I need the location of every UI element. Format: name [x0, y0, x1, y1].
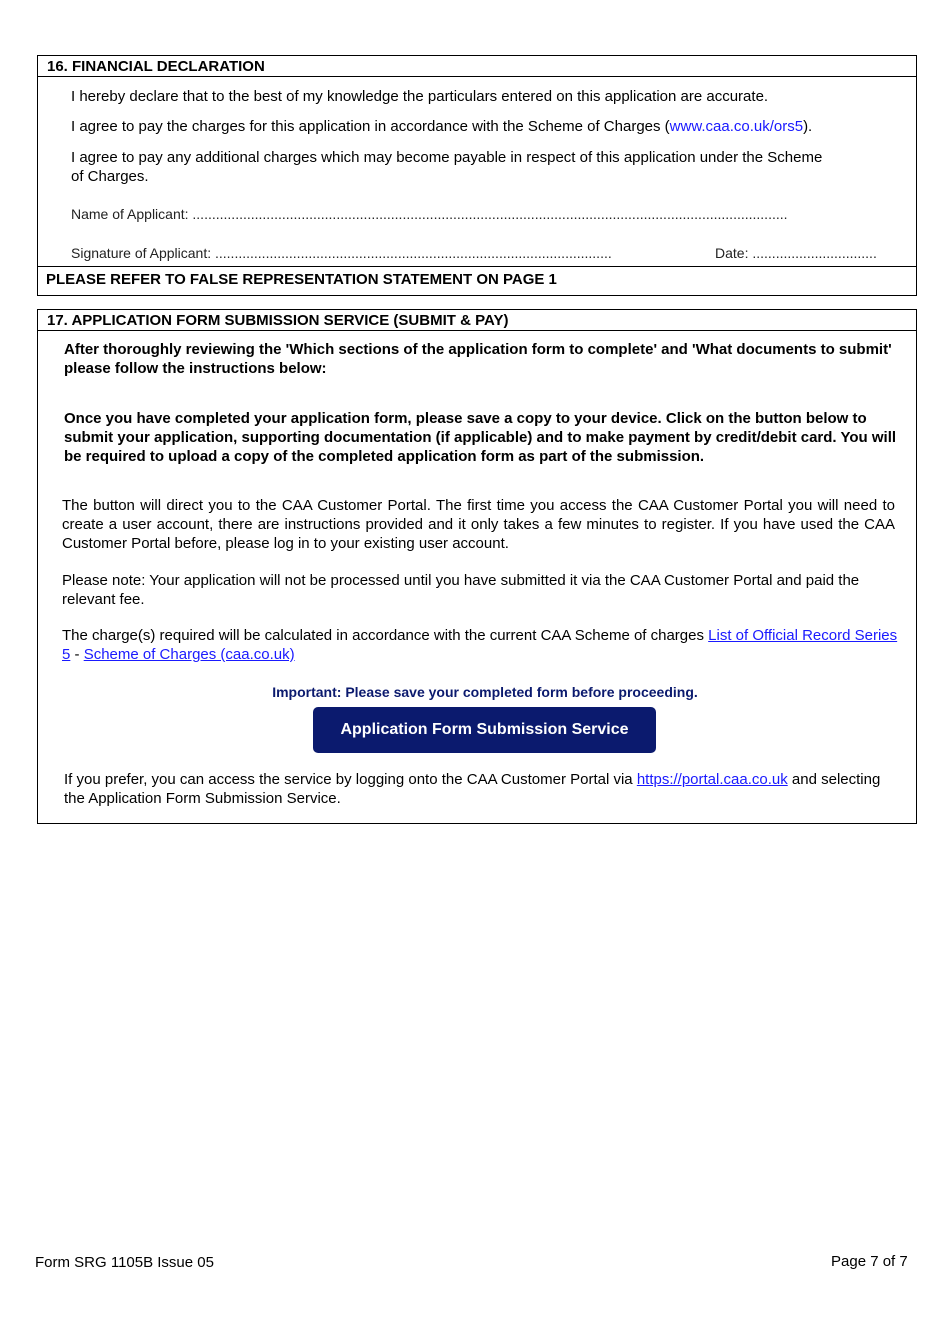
- prefer-pre: If you prefer, you can access the service by logging onto the CAA Customer Portal via: [64, 771, 637, 788]
- signature-field[interactable]: ......................................................................................................: [215, 245, 612, 261]
- form-identifier: Form SRG 1105B Issue 05: [35, 1254, 214, 1271]
- portal-info: The button will direct you to the CAA Customer Portal. The first time you access the CAA Customer Portal you will need to create a user account, there are instructions provided and it only takes a few minutes to register. If you have used the CAA Customer Portal before, please log in to your existing user account.: [62, 497, 895, 552]
- divider: [37, 266, 917, 267]
- declaration-text: I hereby declare that to the best of my knowledge the particulars entered on this application are accurate.: [71, 88, 769, 105]
- charges-info: [62, 626, 902, 664]
- prefer-post: and selecting the Application Form Submission Service.: [64, 771, 881, 807]
- official-record-link[interactable]: List of Official Record Series 5: [62, 627, 898, 663]
- name-field[interactable]: .........................................................................................................................................................: [192, 206, 788, 222]
- agree-charges-text: [71, 117, 911, 136]
- charges-pre: The charge(s) required will be calculated in accordance with the current CAA Scheme of charges: [62, 627, 709, 644]
- date-field[interactable]: ................................: [752, 245, 877, 261]
- intro-instructions: After thoroughly reviewing the 'Which sections of the application form to complete' and 'What documents to submit' please follow the instructions below:: [64, 341, 892, 377]
- additional-charges-line1: I agree to pay any additional charges which may become payable in respect of this application under the Scheme: [71, 149, 823, 166]
- signature-label: Signature of Applicant:: [71, 245, 212, 261]
- additional-charges-line2: of Charges.: [71, 168, 149, 185]
- name-of-applicant-row: [71, 205, 911, 224]
- date-label: Date:: [715, 245, 749, 261]
- page-number: Page 7 of 7: [831, 1253, 908, 1270]
- processing-note: Please note: Your application will not be processed until you have submitted it via the CAA Customer Portal and paid the relevant fee.: [62, 572, 860, 608]
- portal-alternative: [64, 770, 899, 808]
- agree-charges-pre: I agree to pay the charges for this application in accordance with the Scheme of Charges (: [71, 118, 670, 135]
- name-label: Name of Applicant:: [71, 206, 189, 222]
- agree-charges-post: ).: [803, 118, 813, 135]
- portal-link[interactable]: https://portal.caa.co.uk: [636, 771, 788, 788]
- section-17-heading: 17. APPLICATION FORM SUBMISSION SERVICE (SUBMIT & PAY): [38, 310, 916, 331]
- date-row: [715, 244, 905, 263]
- submit-instructions: Once you have completed your application form, please save a copy to your device. Click on the button below to submit your application, supporting documentation (if applicable) and to make payment by credit/debit card. You will be required to upload a copy of the completed application form as part of the submission.: [64, 410, 897, 465]
- ors5-link[interactable]: www.caa.co.uk/ors5: [669, 118, 804, 135]
- false-representation-note: PLEASE REFER TO FALSE REPRESENTATION STATEMENT ON PAGE 1: [46, 271, 557, 288]
- submission-service-button[interactable]: Application Form Submission Service: [313, 707, 656, 753]
- section-16-heading: 16. FINANCIAL DECLARATION: [38, 56, 916, 77]
- charges-sep: -: [70, 646, 84, 663]
- scheme-of-charges-link[interactable]: Scheme of Charges (caa.co.uk): [83, 646, 295, 663]
- important-note: Important: Please save your completed form before proceeding.: [272, 684, 698, 700]
